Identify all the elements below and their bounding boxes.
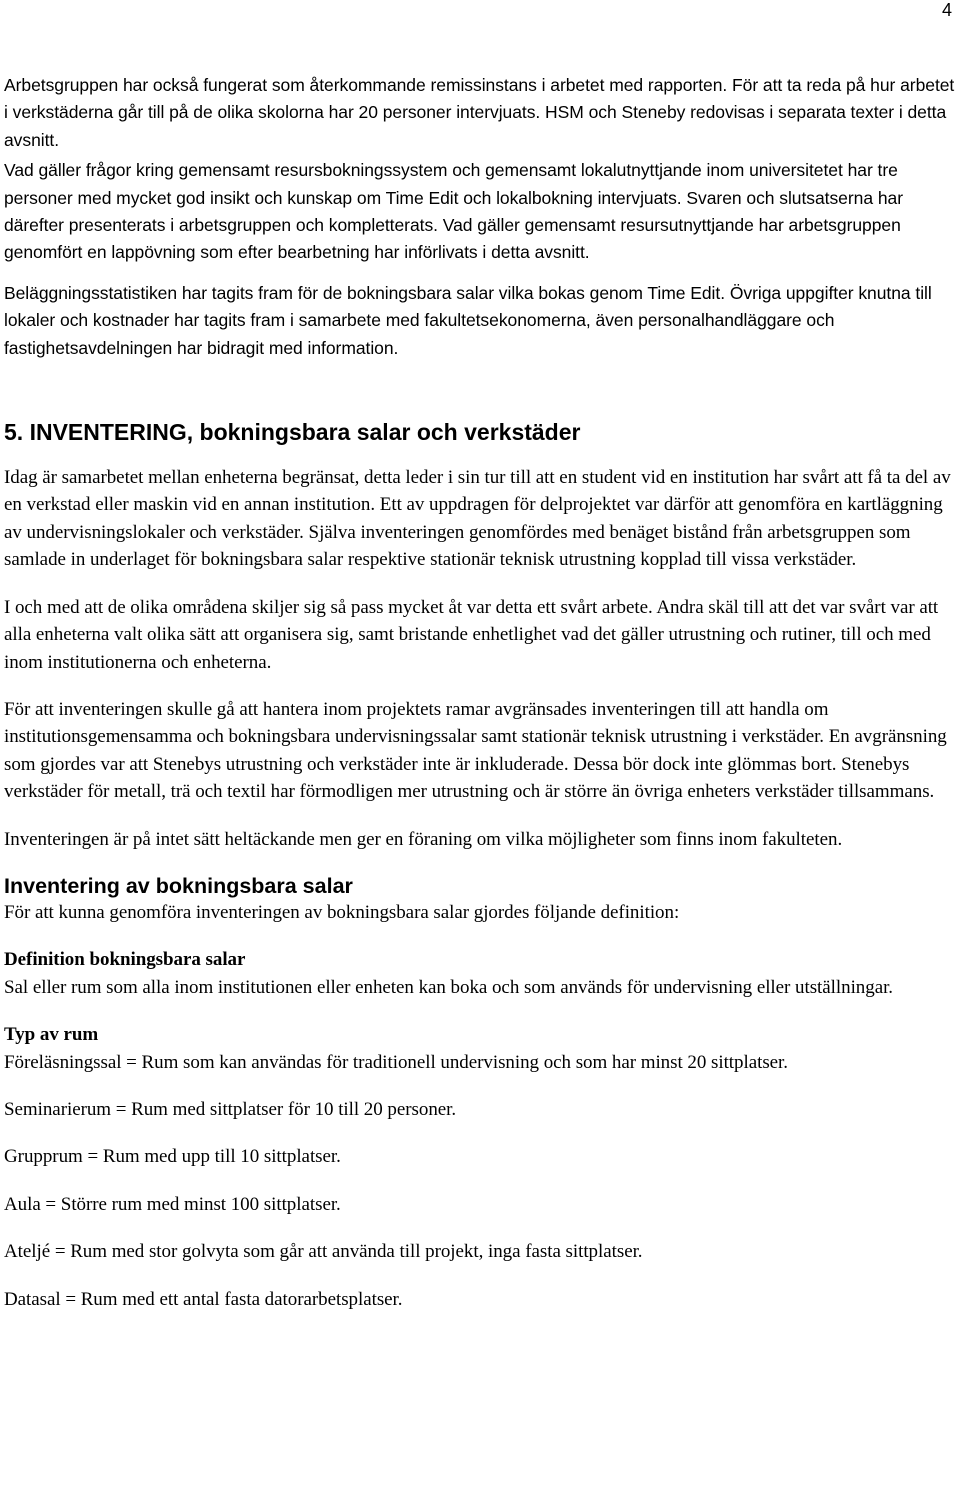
page-number: 4 bbox=[941, 0, 952, 20]
room-type-item: Datasal = Rum med ett antal fasta datorarbetsplatser. bbox=[4, 1288, 403, 1310]
room-type-item: Aula = Större rum med minst 100 sittplatser. bbox=[4, 1193, 341, 1215]
definition-text: Sal eller rum som alla inom institutionen eller enheten kan boka och som används för undervisning eller utställningar. bbox=[4, 976, 894, 998]
subsection-intro: För att kunna genomföra inventeringen av bokningsbara salar gjordes följande definition: bbox=[4, 901, 680, 923]
room-type-item: Seminarierum = Rum med sittplatser för 10 till 20 personer. bbox=[4, 1098, 457, 1120]
room-type-item: Grupprum = Rum med upp till 10 sittplatser. bbox=[4, 1146, 341, 1168]
section-5-paragraph-3: För att inventeringen skulle gå att hantera inom projektets ramar avgränsades inventeringen till att handla om institutionsgemensamma och bokningsbara undervisningssalar samt stationär teknisk utrustning i verkstäder. En avgränsning som gjordes var att Stenebys utrustning och verkstäder inte är inkluderade. Dessa bör dock inte glömmas bort. Stenebys verkstäder för metall, trä och textil har förmodligen mer utrustning och är större än övriga enheters verkstäder tillsammans. bbox=[4, 698, 947, 803]
room-types-title: Typ av rum bbox=[4, 1024, 99, 1046]
room-type-item: Föreläsningssal = Rum som kan användas för traditionell undervisning och som har minst 20 sittplatser. bbox=[4, 1051, 788, 1073]
room-type-item: Ateljé = Rum med stor golvyta som går att använda till projekt, inga fasta sittplatser. bbox=[4, 1241, 643, 1263]
section-5-heading: 5. INVENTERING, bokningsbara salar och verkstäder bbox=[4, 419, 581, 446]
section-5-paragraph-2: I och med att de olika områdena skiljer sig så pass mycket åt var detta ett svårt arbete. Andra skäl till att det var svårt var att alla enheterna valt olika sätt att organisera sig, samt bristande enhetlighet vad det gäller utrustning och rutiner, till och med inom institutionerna och enheterna. bbox=[4, 596, 939, 673]
subsection-heading: Inventering av bokningsbara salar bbox=[4, 873, 353, 898]
section-5-paragraph-1: Idag är samarbetet mellan enheterna begränsat, detta leder i sin tur till att en student vid en institution har svårt att få ta del av en verkstad eller maskin vid en annan institution. Ett av uppdragen för delprojektet var därför att genomföra en kartläggning av undervisningslokaler och verkstäder. Själva inventeringen genomfördes med benäget bistånd från arbetsgruppen som samlade in underlaget för bokningsbara salar respektive stationär teknisk utrustning kopplad till vissa verkstäder. bbox=[4, 467, 951, 571]
intro-paragraph-1: Arbetsgruppen har också fungerat som återkommande remissinstans i arbetet med rapporten. För att ta reda på hur arbetet i verkstäderna går till på de olika skolorna har 20 personer intervjuats. HSM och Steneby redovisas i separata texter i detta avsnitt. bbox=[4, 75, 955, 150]
page-content bbox=[4, 72, 956, 1313]
intro-paragraph-2: Vad gäller frågor kring gemensamt resursbokningssystem och gemensamt lokalutnyttjande inom universitetet har tre personer med mycket god insikt och kunskap om Time Edit och lokalbokning intervjuats. Svaren och slutsatserna har därefter presenterats i arbetsgruppen och kompletterats. Vad gäller gemensamt resursutnyttjande har arbetsgruppen genomfört en lappövning som efter bearbetning har införlivats i detta avsnitt. bbox=[4, 160, 903, 263]
intro-paragraph-3: Beläggningsstatistiken har tagits fram för de bokningsbara salar vilka bokas genom Time Edit. Övriga uppgifter knutna till lokaler och kostnader har tagits fram i samarbete med fakultetsekonomerna, även personalhandläggare och fastighetsavdelningen har bidragit med information. bbox=[4, 282, 932, 358]
definition-title: Definition bokningsbara salar bbox=[4, 949, 246, 971]
section-5-paragraph-4: Inventeringen är på intet sätt heltäckande men ger en föraning om vilka möjligheter som finns inom fakulteten. bbox=[4, 828, 843, 850]
